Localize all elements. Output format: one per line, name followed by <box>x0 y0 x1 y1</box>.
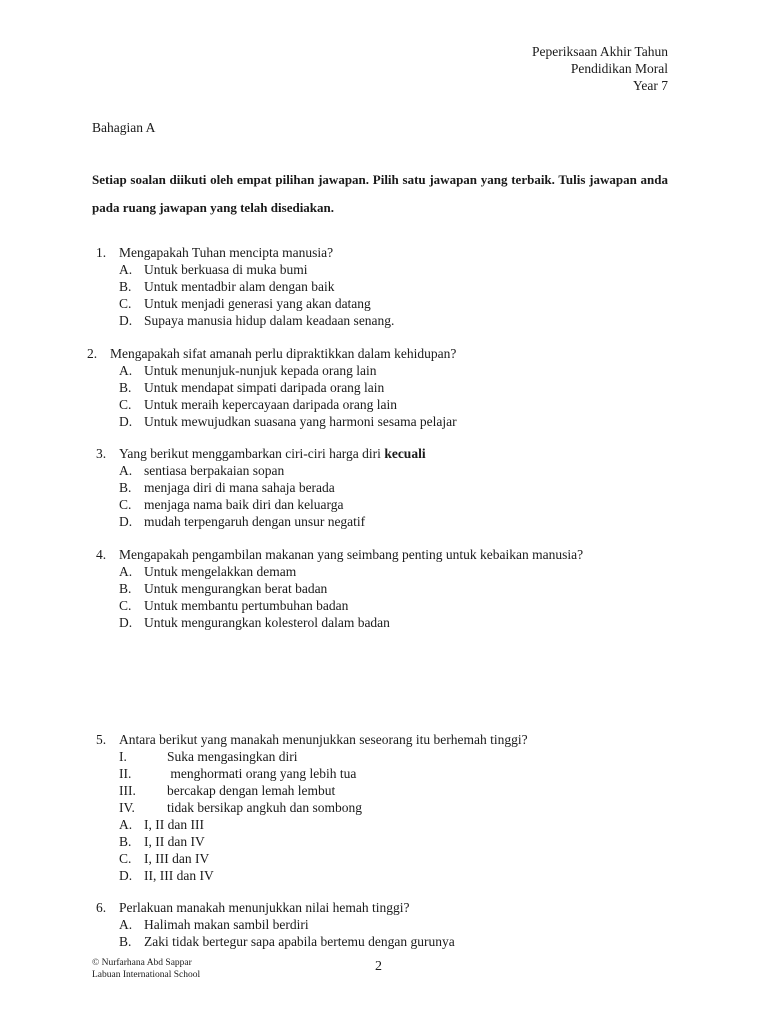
question-number: 2. <box>87 346 98 361</box>
section-title: Bahagian A <box>92 120 156 135</box>
question-text: Mengapakah pengambilan makanan yang seimbang penting untuk kebaikan manusia? <box>119 547 584 562</box>
option-text: I, III dan IV <box>144 851 210 866</box>
question-6 <box>96 899 455 950</box>
question-stem <box>96 244 394 261</box>
question-stem <box>96 899 455 916</box>
page-number: 2 <box>375 959 382 974</box>
option-b <box>96 479 426 496</box>
option-c <box>96 295 394 312</box>
statement-text: Suka mengasingkan diri <box>167 749 298 764</box>
option-text: Untuk mengelakkan demam <box>144 564 297 579</box>
question-text-emphasis: kecuali <box>384 446 426 461</box>
statement-iv <box>96 799 528 816</box>
option-text: Untuk mengurangkan kolesterol dalam badan <box>144 615 390 630</box>
question-stem <box>87 345 457 362</box>
option-letter: A. <box>119 363 133 378</box>
option-text: Untuk mentadbir alam dengan baik <box>144 279 335 294</box>
option-text: Untuk mendapat simpati daripada orang lain <box>144 380 385 395</box>
statement-numeral: II. <box>119 766 132 781</box>
option-letter: D. <box>119 313 133 328</box>
option-c <box>96 597 583 614</box>
statement-ii <box>96 765 528 782</box>
option-text: Untuk membantu pertumbuhan badan <box>144 598 349 613</box>
option-b <box>96 580 583 597</box>
option-letter: C. <box>119 497 132 512</box>
option-b <box>96 933 455 950</box>
option-letter: C. <box>119 296 132 311</box>
option-a <box>96 462 426 479</box>
option-letter: B. <box>119 480 132 495</box>
option-text: I, II dan IV <box>144 834 205 849</box>
statement-iii <box>96 782 528 799</box>
year-level: Year 7 <box>632 78 668 93</box>
option-d <box>96 614 583 631</box>
option-c <box>87 396 457 413</box>
option-letter: A. <box>119 564 133 579</box>
option-letter: B. <box>119 380 132 395</box>
option-c <box>96 850 528 867</box>
statement-text: menghormati orang yang lebih tua <box>167 766 357 781</box>
statement-i <box>96 748 528 765</box>
option-b <box>96 278 394 295</box>
statement-numeral: IV. <box>119 800 135 815</box>
option-letter: C. <box>119 598 132 613</box>
option-d <box>96 867 528 884</box>
question-number: 4. <box>96 547 107 562</box>
option-text: Untuk mewujudkan suasana yang harmoni sesama pelajar <box>144 414 457 429</box>
question-text: Mengapakah sifat amanah perlu dipraktikkan dalam kehidupan? <box>110 346 457 361</box>
exam-title: Peperiksaan Akhir Tahun <box>531 44 668 59</box>
statement-text: bercakap dengan lemah lembut <box>167 783 336 798</box>
option-text: sentiasa berpakaian sopan <box>144 463 285 478</box>
option-letter: B. <box>119 581 132 596</box>
option-b <box>96 833 528 850</box>
statement-numeral: III. <box>119 783 136 798</box>
option-letter: B. <box>119 934 132 949</box>
option-a <box>87 362 457 379</box>
copyright-author: © Nurfarhana Abd Sappar <box>92 958 192 968</box>
option-text: II, III dan IV <box>144 868 214 883</box>
option-text: Untuk mengurangkan berat badan <box>144 581 328 596</box>
option-d <box>96 513 426 530</box>
question-stem <box>96 546 583 563</box>
option-letter: D. <box>119 615 133 630</box>
option-letter: B. <box>119 279 132 294</box>
question-stem <box>96 445 426 462</box>
option-text: menjaga nama baik diri dan keluarga <box>144 497 344 512</box>
question-3 <box>96 445 426 530</box>
question-number: 3. <box>96 446 107 461</box>
question-2 <box>87 345 457 430</box>
option-text: mudah terpengaruh dengan unsur negatif <box>144 514 366 529</box>
question-1 <box>96 244 394 329</box>
question-text: Perlakuan manakah menunjukkan nilai hemah tinggi? <box>119 900 410 915</box>
option-b <box>87 379 457 396</box>
option-text: Untuk menjadi generasi yang akan datang <box>144 296 371 311</box>
option-text: Supaya manusia hidup dalam keadaan senang. <box>144 313 395 328</box>
option-text: Untuk meraih kepercayaan daripada orang lain <box>144 397 398 412</box>
option-d <box>87 413 457 430</box>
option-a <box>96 261 394 278</box>
option-letter: C. <box>119 851 132 866</box>
option-letter: A. <box>119 463 133 478</box>
question-number: 1. <box>96 245 107 260</box>
option-a <box>96 816 528 833</box>
document-header <box>532 43 668 94</box>
option-text: Untuk menunjuk-nunjuk kepada orang lain <box>144 363 377 378</box>
school-name: Labuan International School <box>92 970 201 980</box>
question-text-main: Yang berikut menggambarkan ciri-ciri harga diri <box>119 446 381 461</box>
subject-name: Pendidikan Moral <box>570 61 668 76</box>
option-letter: C. <box>119 397 132 412</box>
option-letter: D. <box>119 514 133 529</box>
question-number: 6. <box>96 900 107 915</box>
question-number: 5. <box>96 732 107 747</box>
option-a <box>96 563 583 580</box>
option-text: Untuk berkuasa di muka bumi <box>144 262 308 277</box>
option-letter: A. <box>119 817 133 832</box>
option-letter: D. <box>119 868 133 883</box>
instructions-text: Setiap soalan diikuti oleh empat pilihan jawapan. Pilih satu jawapan yang terbaik. Tulis jawapan anda pada ruang jawapan yang telah disediakan. <box>92 172 668 215</box>
question-text: Mengapakah Tuhan mencipta manusia? <box>119 245 334 260</box>
question-text <box>119 445 426 462</box>
option-text: Zaki tidak bertegur sapa apabila bertemu dengan gurunya <box>144 934 455 949</box>
question-4 <box>96 546 583 631</box>
option-c <box>96 496 426 513</box>
option-a <box>96 916 455 933</box>
option-text: I, II dan III <box>144 817 204 832</box>
option-d <box>96 312 394 329</box>
option-letter: A. <box>119 262 133 277</box>
option-text: Halimah makan sambil berdiri <box>144 917 309 932</box>
copyright-footer <box>92 957 200 981</box>
option-letter: D. <box>119 414 133 429</box>
option-letter: B. <box>119 834 132 849</box>
option-text: menjaga diri di mana sahaja berada <box>144 480 335 495</box>
statement-text: tidak bersikap angkuh dan sombong <box>167 800 362 815</box>
question-5 <box>96 731 528 884</box>
statement-numeral: I. <box>119 749 127 764</box>
question-text: Antara berikut yang manakah menunjukkan seseorang itu berhemah tinggi? <box>119 732 528 747</box>
question-stem <box>96 731 528 748</box>
option-letter: A. <box>119 917 133 932</box>
